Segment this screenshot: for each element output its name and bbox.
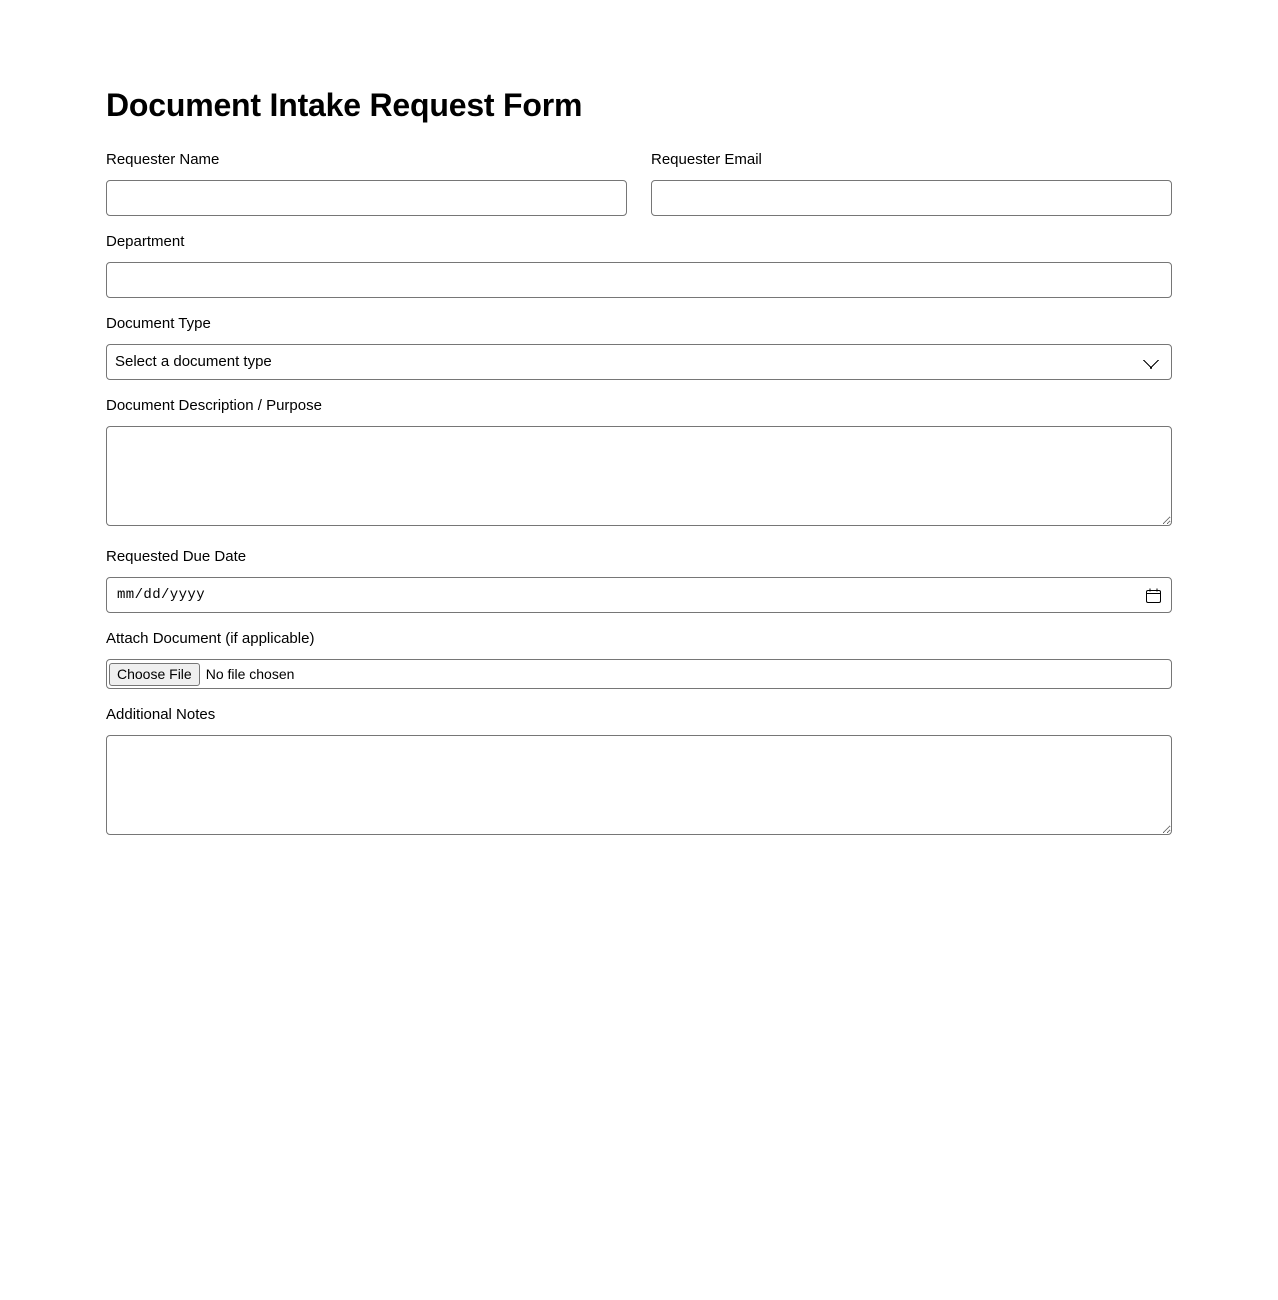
document-type-label: Document Type	[106, 315, 211, 333]
additional-notes-label: Additional Notes	[106, 706, 216, 724]
document-type-select[interactable]	[106, 344, 1172, 380]
department-label: Department	[106, 233, 185, 251]
field-requester-name	[106, 150, 627, 216]
requester-name-label: Requester Name	[106, 151, 220, 169]
field-requested-due-date	[106, 547, 1172, 613]
calendar-icon[interactable]	[1146, 588, 1161, 603]
attach-document-label: Attach Document (if applicable)	[106, 630, 315, 648]
additional-notes-textarea[interactable]	[106, 735, 1172, 835]
requester-email-input[interactable]	[651, 180, 1172, 216]
date-placeholder-text: mm/dd/yyyy	[117, 587, 206, 604]
attach-document-input[interactable]	[106, 659, 1172, 689]
page-title: Document Intake Request Form	[106, 87, 583, 123]
choose-file-button[interactable]: Choose File	[109, 663, 200, 686]
field-document-type	[106, 314, 1172, 380]
document-description-textarea[interactable]	[106, 426, 1172, 526]
field-requester-email	[651, 150, 1172, 216]
field-document-description	[106, 396, 1172, 531]
file-status-text: No file chosen	[205, 666, 295, 683]
name-email-row	[106, 150, 1172, 232]
requested-due-date-label: Requested Due Date	[106, 548, 247, 566]
requested-due-date-input[interactable]	[106, 577, 1172, 613]
requester-email-label: Requester Email	[651, 151, 762, 169]
requester-name-input[interactable]	[106, 180, 627, 216]
field-department	[106, 232, 1172, 298]
field-attach-document	[106, 629, 1172, 689]
field-additional-notes	[106, 705, 1172, 840]
document-description-label: Document Description / Purpose	[106, 397, 322, 415]
department-input[interactable]	[106, 262, 1172, 298]
